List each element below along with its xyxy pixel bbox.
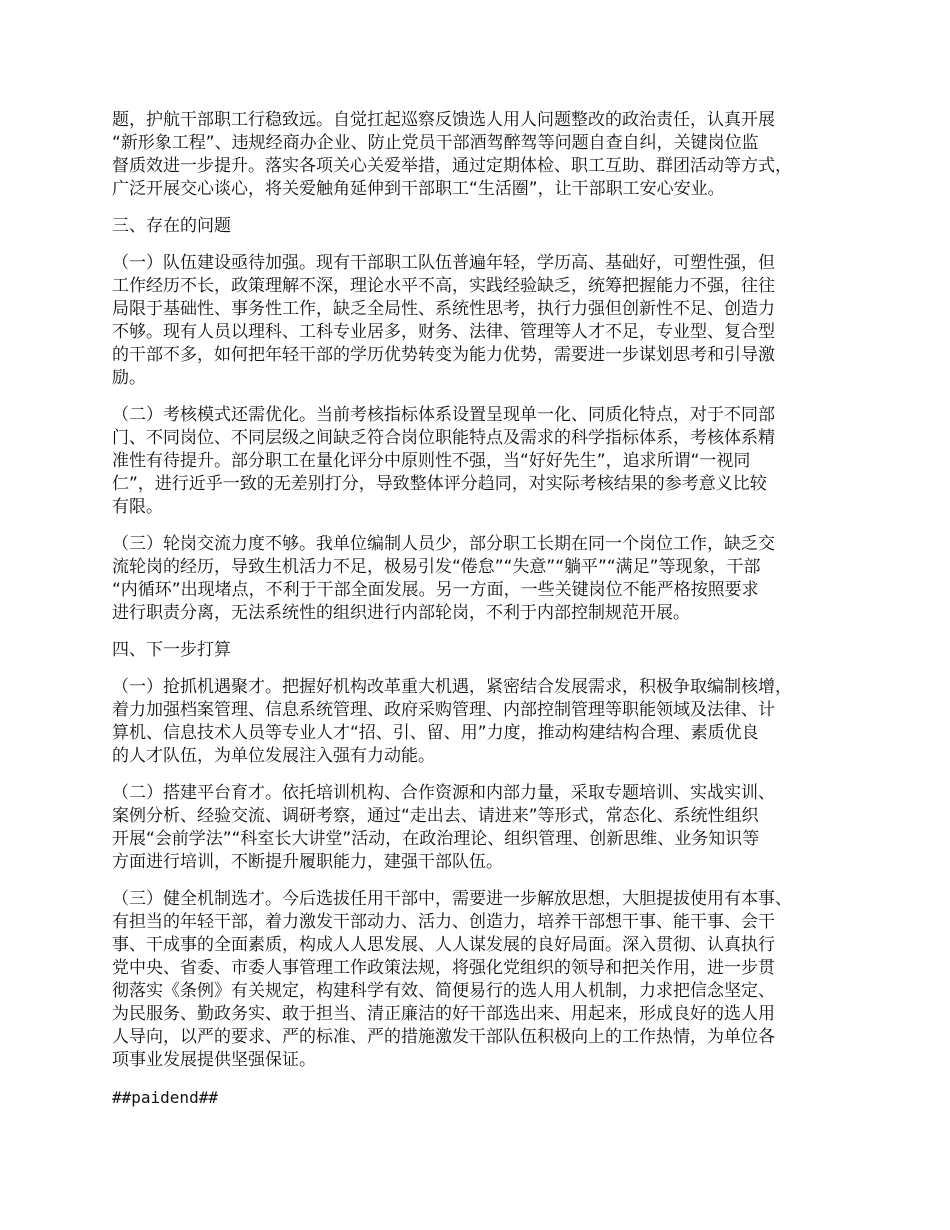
text-line: 门、不同岗位、不同层级之间缺乏符合岗位职能特点及需求的科学指标体系，考核体系精 (112, 428, 775, 448)
text-line: （三）健全机制选才。今后选拔任用干部中，需要进一步解放思想，大胆提拔使用有本事、 (112, 889, 792, 909)
text-line: 为民服务、勤政务实、敢于担当、清正廉洁的好干部选出来、用起来，形成良好的选人用 (112, 1004, 775, 1024)
text-line: 准性有待提升。部分职工在量化评分中原则性不强，当“好好先生”，追求所谓“一视同 (112, 451, 751, 471)
text-line: 广泛开展交心谈心，将关爱触角延伸到干部职工“生活圈”，让干部职工安心安业。 (112, 179, 725, 199)
text-line: 流轮岗的经历，导致生机活力不足，极易引发“倦怠”“失意”“躺平”“满足”等现象，干部 (112, 557, 761, 577)
text-line: 有限。 (112, 497, 163, 517)
text-line: “新形象工程”、违规经商办企业、防止党员干部酒驾醉驾等问题自查自纠，关键岗位监 (112, 133, 759, 153)
end-marker: ##paidend## (112, 1088, 218, 1107)
text-line: 方面进行培训，不断提升履职能力，建强干部队伍。 (112, 852, 503, 872)
text-line: 进行职责分离，无法系统性的组织进行内部轮岗，不利于内部控制规范开展。 (112, 603, 690, 623)
text-line: 算机、信息技术人员等专业人才“招、引、留、用”力度，推动构建结构合理、素质优良 (112, 723, 759, 743)
text-line: 的人才队伍，为单位发展注入强有力动能。 (112, 746, 435, 766)
text-line: （三）轮岗交流力度不够。我单位编制人员少，部分职工长期在同一个岗位工作，缺乏交 (112, 534, 775, 554)
text-line: 有担当的年轻干部，着力激发干部动力、活力、创造力，培养干部想干事、能干事、会干 (112, 912, 775, 932)
text-line: 的干部不多，如何把年轻干部的学历优势转变为能力优势，需要进一步谋划思考和引导激 (112, 345, 775, 365)
section-heading (112, 639, 857, 662)
text-line: 仁”，进行近乎一致的无差别打分，导致整体评分趋同，对实际考核结果的参考意义比较 (112, 474, 767, 494)
text-line: 着力加强档案管理、信息系统管理、政府采购管理、内部控制管理等职能领域及法律、计 (112, 700, 775, 720)
text-line: 题，护航干部职工行稳致远。自觉扛起巡察反馈选人用人问题整改的政治责任，认真开展 (112, 110, 775, 130)
text-line: 局限于基础性、事务性工作，缺乏全局性、系统性思考，执行力强但创新性不足、创造力 (112, 299, 775, 319)
text-line: （二）搭建平台育才。依托培训机构、合作资源和内部力量，采取专题培训、实战实训、 (112, 783, 775, 803)
text-line: （二）考核模式还需优化。当前考核指标体系设置呈现单一化、同质化特点，对于不同部 (112, 405, 775, 425)
text-line: （一）抢抓机遇聚才。把握好机构改革重大机遇，紧密结合发展需求，积极争取编制核增， (112, 677, 792, 697)
text-line: 督质效进一步提升。落实各项关心关爱举措，通过定期体检、职工互助、群团活动等方式， (112, 156, 792, 176)
paragraph (112, 888, 857, 1072)
section-heading (112, 215, 857, 238)
paragraph (112, 252, 857, 390)
text-line: 项事业发展提供坚强保证。 (112, 1050, 316, 1070)
text-line: 彻落实《条例》有关规定，构建科学有效、简便易行的选人用人机制，力求把信念坚定、 (112, 981, 775, 1001)
text-line: 案例分析、经验交流、调研考察，通过“走出去、请进来”等形式，常态化、系统性组织 (112, 806, 759, 826)
text-line: 四、下一步打算 (112, 640, 231, 660)
text-line: 不够。现有人员以理科、工科专业居多，财务、法律、管理等人才不足，专业型、复合型 (112, 322, 775, 342)
document-body (112, 109, 857, 1109)
text-line: 开展“会前学法”“科室长大讲堂”活动，在政治理论、组织管理、创新思维、业务知识等 (112, 829, 760, 849)
text-line: 事、干成事的全面素质，构成人人思发展、人人谋发展的良好局面。深入贯彻、认真执行 (112, 935, 775, 955)
text-line: 人导向，以严的要求、严的标准、严的措施激发干部队伍积极向上的工作热情，为单位各 (112, 1027, 775, 1047)
paragraph (112, 782, 857, 874)
paragraph (112, 676, 857, 768)
text-line: “内循环”出现堵点，不利于干部全面发展。另一方面，一些关键岗位不能严格按照要求 (112, 580, 759, 600)
paragraph (112, 404, 857, 519)
text-line: 党中央、省委、市委人事管理工作政策法规，将强化党组织的领导和把关作用，进一步贯 (112, 958, 775, 978)
paragraph (112, 109, 857, 201)
text-line: 工作经历不长，政策理解不深，理论水平不高，实践经验缺乏，统筹把握能力不强，往往 (112, 276, 775, 296)
text-line: 三、存在的问题 (112, 216, 231, 236)
text-line: 励。 (112, 368, 146, 388)
paragraph (112, 533, 857, 625)
text-line: （一）队伍建设亟待加强。现有干部职工队伍普遍年轻，学历高、基础好，可塑性强，但 (112, 253, 775, 273)
